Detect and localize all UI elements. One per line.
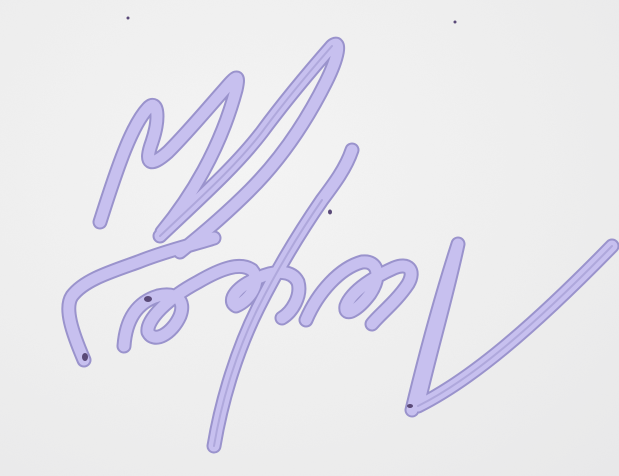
ink-blot bbox=[328, 210, 332, 215]
ink-blot bbox=[82, 353, 88, 361]
ink-blot bbox=[144, 296, 152, 302]
ink-blot bbox=[454, 21, 457, 24]
ink-blot bbox=[127, 17, 130, 20]
ink-blot bbox=[407, 404, 413, 408]
